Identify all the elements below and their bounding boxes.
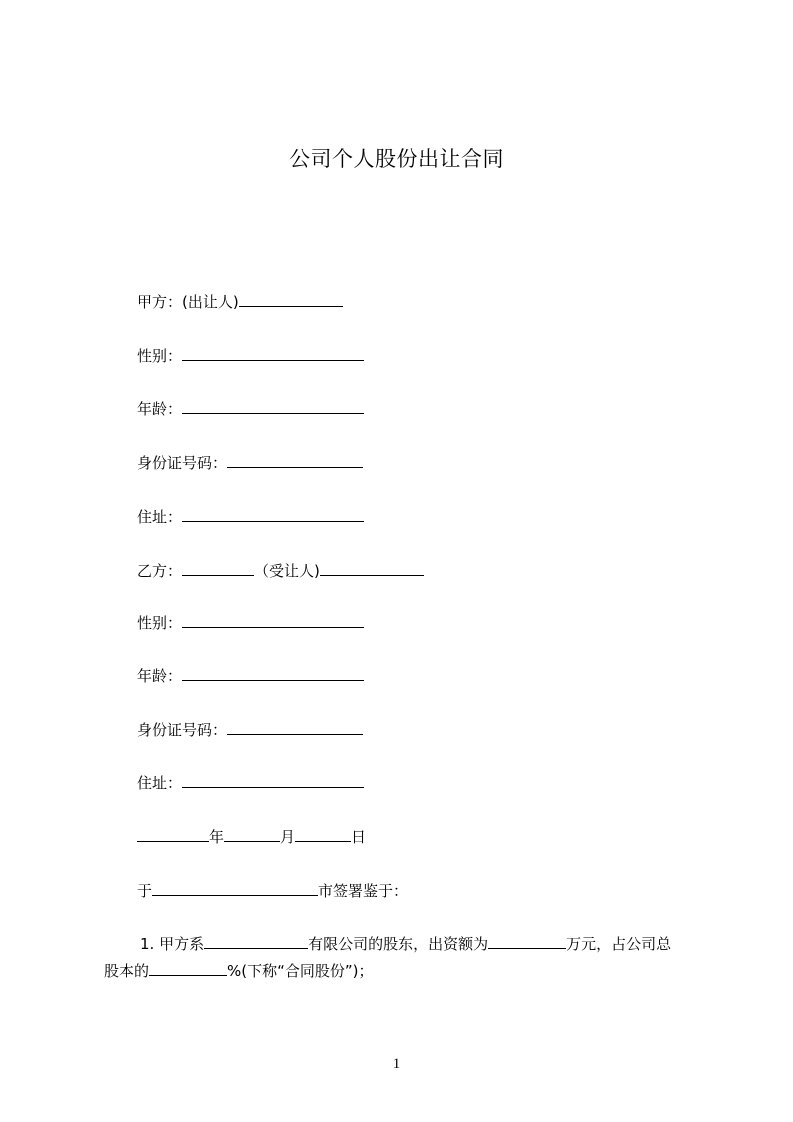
party-a-line: [137, 291, 343, 312]
city-blank[interactable]: [152, 880, 318, 896]
day-blank[interactable]: [295, 826, 351, 842]
place-prefix: 于: [137, 882, 153, 900]
clause-1-part-2: 有限公司的股东，出资额为: [308, 935, 489, 953]
party-b-address-label: 住址：: [137, 774, 183, 792]
year-label: 年: [209, 828, 225, 846]
party-b-id-line: [137, 719, 363, 740]
month-blank[interactable]: [224, 826, 280, 842]
date-line: [137, 826, 366, 847]
party-a-label: 甲方：(出让人): [137, 293, 239, 311]
party-b-address-blank[interactable]: [182, 772, 364, 788]
party-a-age-blank[interactable]: [182, 398, 364, 414]
party-b-gender-blank[interactable]: [182, 612, 364, 628]
place-suffix: 市签署鉴于：: [318, 882, 409, 900]
party-b-age-blank[interactable]: [182, 665, 364, 681]
party-a-name-blank[interactable]: [239, 291, 343, 307]
party-b-gender-label: 性别：: [137, 614, 183, 632]
place-line: [137, 880, 408, 901]
year-blank[interactable]: [137, 826, 209, 842]
share-percent-blank[interactable]: [149, 960, 227, 976]
clause-1-line-1: [140, 933, 671, 954]
party-b-name-blank[interactable]: [182, 560, 254, 576]
party-a-gender-label: 性别：: [137, 347, 183, 365]
party-a-age-line: [137, 398, 364, 419]
party-a-address-line: [137, 506, 364, 527]
month-label: 月: [280, 828, 296, 846]
party-b-gender-line: [137, 612, 364, 633]
party-b-role-label: （受让人): [254, 562, 320, 580]
document-title: 公司个人股份出让合同: [289, 147, 504, 171]
party-a-gender-blank[interactable]: [182, 345, 364, 361]
party-b-label: 乙方：: [137, 562, 183, 580]
party-a-id-line: [137, 452, 363, 473]
party-b-line: [137, 560, 424, 581]
party-b-age-line: [137, 665, 364, 686]
party-a-address-blank[interactable]: [182, 506, 364, 522]
party-a-address-label: 住址：: [137, 508, 183, 526]
clause-1-part-3: 万元，占公司总: [566, 935, 672, 953]
party-b-age-label: 年龄：: [137, 667, 183, 685]
party-b-id-blank[interactable]: [227, 719, 363, 735]
party-a-gender-line: [137, 345, 364, 366]
clause-1-line-2: [104, 960, 374, 981]
clause-1-part-5: %(下称“合同股份”)；: [227, 962, 374, 980]
company-name-blank[interactable]: [204, 933, 308, 949]
party-a-id-label: 身份证号码：: [137, 454, 228, 472]
page-number: 1: [392, 1056, 401, 1072]
party-b-role-blank[interactable]: [320, 560, 424, 576]
day-label: 日: [351, 828, 367, 846]
party-b-id-label: 身份证号码：: [137, 721, 228, 739]
clause-1-part-4: 股本的: [104, 962, 150, 980]
party-a-id-blank[interactable]: [227, 452, 363, 468]
clause-1-part-1: 1. 甲方系: [140, 935, 205, 953]
capital-amount-blank[interactable]: [488, 933, 566, 949]
party-b-address-line: [137, 772, 364, 793]
party-a-age-label: 年龄：: [137, 400, 183, 418]
